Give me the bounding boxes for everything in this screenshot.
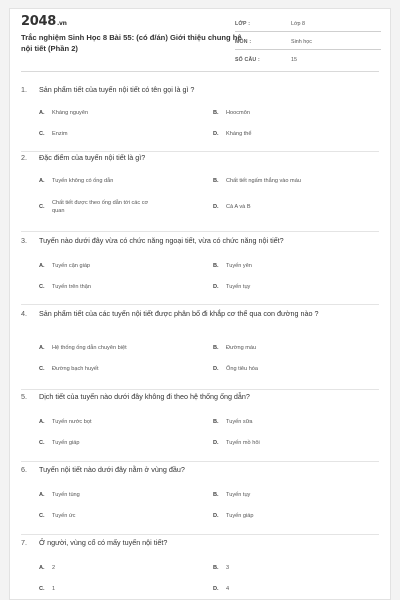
answer-option[interactable]	[39, 585, 167, 593]
option-text: Ống tiêu hóa	[226, 366, 259, 372]
question	[21, 309, 379, 390]
option-letter: A.	[39, 492, 45, 498]
option-letter: C.	[39, 204, 45, 210]
question-text: Ở người, vùng cổ có mấy tuyến nội tiết?	[39, 538, 168, 547]
answer-option[interactable]	[39, 512, 167, 520]
answer-option[interactable]	[213, 585, 341, 593]
answer-option[interactable]	[213, 512, 341, 520]
question-text: Dịch tiết của tuyến nào dưới đây không đi theo hệ thống ống dẫn?	[39, 392, 250, 401]
option-text: Tuyến giáp	[226, 513, 254, 519]
option-text: Tuyến tụy	[226, 492, 251, 498]
option-text: Kháng thể	[226, 131, 252, 137]
option-letter: B.	[213, 419, 219, 425]
option-letter: D.	[213, 366, 219, 372]
answer-option[interactable]	[39, 198, 157, 216]
question-number: 7.	[21, 538, 27, 547]
meta-class-label: LỚP :	[235, 21, 251, 27]
answer-option[interactable]	[213, 109, 341, 117]
option-text: 3	[226, 565, 230, 571]
answer-option[interactable]	[213, 564, 341, 572]
option-letter: B.	[213, 178, 219, 184]
option-letter: B.	[213, 110, 219, 116]
option-text: Tuyến không có ống dẫn	[52, 178, 114, 184]
option-text: Tuyến sữa	[226, 419, 253, 425]
option-letter: D.	[213, 440, 219, 446]
answer-option[interactable]	[213, 130, 341, 138]
answer-option[interactable]	[39, 491, 167, 499]
answer-option[interactable]	[39, 439, 167, 447]
answer-option[interactable]	[39, 564, 167, 572]
meta-class-value: Lớp 8	[291, 21, 306, 27]
option-letter: D.	[213, 513, 219, 519]
option-letter: D.	[213, 586, 219, 592]
answer-option[interactable]	[213, 491, 341, 499]
quiz-sheet	[9, 8, 391, 600]
option-letter: B.	[213, 565, 219, 571]
option-letter: C.	[39, 366, 45, 372]
answer-option[interactable]	[39, 130, 167, 138]
option-text: Enzim	[52, 131, 68, 137]
question-text: Tuyến nội tiết nào dưới đây nằm ở vùng đầu?	[39, 465, 185, 474]
option-text: Tuyến mồ hôi	[226, 440, 260, 446]
option-text: Đường máu	[226, 345, 257, 351]
sheet-header	[10, 9, 390, 67]
option-letter: D.	[213, 131, 219, 137]
option-text: Hoocmôn	[226, 110, 250, 116]
option-text: Kháng nguyên	[52, 110, 89, 116]
answer-option[interactable]	[39, 109, 167, 117]
option-letter: C.	[39, 513, 45, 519]
answer-option[interactable]	[213, 439, 341, 447]
question-number: 5.	[21, 392, 27, 401]
logo-suffix: .vn	[56, 20, 67, 27]
option-letter: C.	[39, 440, 45, 446]
option-letter: B.	[213, 345, 219, 351]
option-text: 2	[52, 565, 56, 571]
answer-option[interactable]	[39, 365, 167, 373]
option-text: Cả A và B	[226, 204, 251, 210]
question-text: Tuyến nào dưới đây vừa có chức năng ngoại tiết, vừa có chức năng nội tiết?	[39, 236, 284, 245]
answer-option[interactable]	[213, 344, 341, 352]
logo-text: 2048	[21, 14, 56, 29]
option-letter: C.	[39, 131, 45, 137]
question-number: 1.	[21, 85, 27, 94]
question-number: 4.	[21, 309, 27, 318]
option-letter: C.	[39, 586, 45, 592]
option-letter: A.	[39, 565, 45, 571]
answer-option[interactable]	[213, 418, 341, 426]
meta-count-value: 15	[291, 57, 297, 63]
question-number: 3.	[21, 236, 27, 245]
answer-option[interactable]	[39, 177, 167, 185]
meta-subject-row	[235, 35, 381, 50]
question	[21, 236, 379, 305]
option-letter: A.	[39, 178, 45, 184]
option-letter: D.	[213, 204, 219, 210]
quiz-meta	[235, 17, 381, 70]
question	[21, 465, 379, 535]
option-letter: B.	[213, 263, 219, 269]
option-text: Tuyến nước bọt	[52, 419, 92, 425]
question	[21, 392, 379, 462]
option-letter: A.	[39, 263, 45, 269]
answer-option[interactable]	[213, 203, 341, 211]
answer-option[interactable]	[213, 262, 341, 270]
option-text: 4	[226, 586, 230, 592]
quiz-title: Trắc nghiệm Sinh Học 8 Bài 55: (có đ/án) Giới thiệu chung hệ nội tiết (Phần 2)	[21, 33, 242, 53]
option-letter: A.	[39, 419, 45, 425]
meta-subject-value: Sinh học	[291, 39, 312, 45]
meta-count-row	[235, 53, 381, 67]
answer-option[interactable]	[39, 262, 167, 270]
option-text: Tuyến giáp	[52, 440, 80, 446]
option-letter: A.	[39, 345, 45, 351]
option-text: Đường bạch huyết	[52, 366, 99, 372]
question	[21, 153, 379, 232]
option-letter: C.	[39, 284, 45, 290]
question-text: Sản phẩm tiết của các tuyến nội tiết được phân bố đi khắp cơ thể qua con đường nào ?	[39, 309, 319, 318]
meta-class-row	[235, 17, 381, 32]
answer-option[interactable]	[213, 177, 366, 185]
answer-option[interactable]	[39, 344, 202, 352]
option-text: Tuyến yên	[226, 263, 252, 269]
option-letter: B.	[213, 492, 219, 498]
question-number: 6.	[21, 465, 27, 474]
meta-subject-label: MÔN :	[235, 39, 252, 45]
meta-count-label: SỐ CÂU :	[235, 57, 260, 63]
question	[21, 538, 379, 600]
header-divider	[21, 71, 379, 72]
question-number: 2.	[21, 153, 27, 162]
option-text: Chất tiết được theo ống dẫn tới các cơ quan	[52, 200, 149, 214]
answer-option[interactable]	[39, 283, 167, 291]
question	[21, 85, 379, 152]
option-letter: D.	[213, 284, 219, 290]
question-text: Đặc điểm của tuyến nội tiết là gì?	[39, 153, 146, 162]
option-text: Tuyến tụy	[226, 284, 251, 290]
answer-option[interactable]	[213, 283, 341, 291]
option-text: 1	[52, 586, 56, 592]
option-text: Hệ thống ống dẫn chuyên biệt	[52, 345, 127, 351]
answer-option[interactable]	[39, 418, 167, 426]
option-letter: A.	[39, 110, 45, 116]
option-text: Tuyến cận giáp	[52, 263, 91, 269]
option-text: Chất tiết ngấm thẳng vào máu	[226, 178, 301, 184]
option-text: Tuyến trên thận	[52, 284, 91, 290]
answer-option[interactable]	[213, 365, 341, 373]
question-text: Sản phẩm tiết của tuyến nội tiết có tên gọi là gì ?	[39, 85, 195, 94]
option-text: Tuyến ức	[52, 513, 76, 519]
option-text: Tuyến tùng	[52, 492, 80, 498]
site-logo[interactable]	[21, 14, 67, 29]
